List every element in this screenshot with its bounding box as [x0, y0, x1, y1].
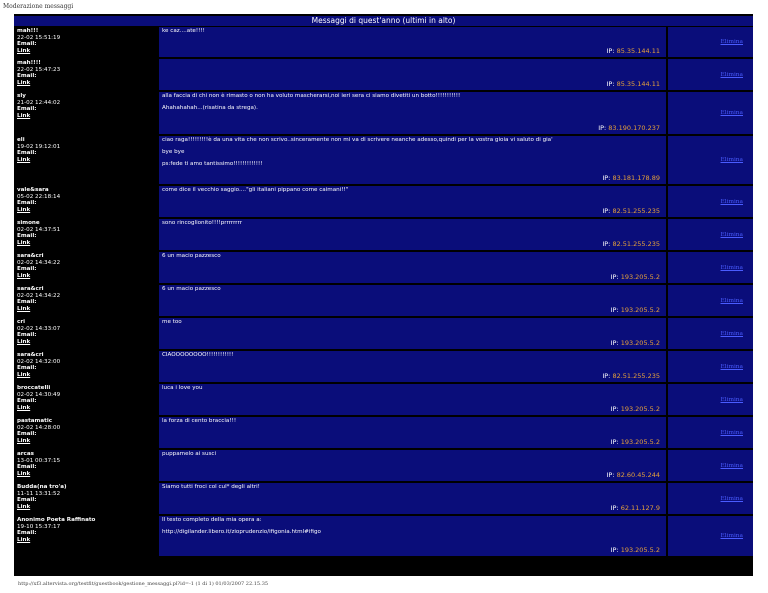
- message-row: [14, 384, 753, 415]
- ip-value: 193.205.5.2: [620, 546, 660, 554]
- action-cell: [668, 384, 753, 415]
- author-cell: [14, 351, 157, 382]
- action-cell: [668, 92, 753, 134]
- action-cell: [668, 186, 753, 217]
- author-cell: [14, 27, 157, 57]
- message-text: puppamelo ai susci: [162, 451, 217, 457]
- message-list: [14, 27, 753, 558]
- ip-address: [611, 340, 660, 347]
- author-link[interactable]: Link: [17, 206, 31, 213]
- message-row: [14, 27, 753, 57]
- delete-link[interactable]: Elimina: [720, 330, 743, 337]
- message-date: 02-02 14:28:00: [17, 424, 61, 431]
- ip-address: [611, 505, 660, 512]
- delete-link[interactable]: Elimina: [720, 39, 743, 45]
- author-name: sara&cri: [17, 253, 44, 259]
- message-text: me too: [162, 319, 182, 325]
- ip-value: 83.190.170.237: [608, 124, 660, 132]
- author-link[interactable]: Link: [17, 47, 31, 54]
- action-cell: [668, 450, 753, 481]
- message-cell: [159, 384, 666, 415]
- message-row: [14, 59, 753, 90]
- ip-address: [611, 307, 660, 314]
- message-text: Siamo tutti froci col cul* degli altri!: [162, 484, 260, 490]
- author-name: broccatelli: [17, 385, 51, 391]
- message-cell: [159, 92, 666, 134]
- author-cell: [14, 516, 157, 556]
- delete-link[interactable]: Elimina: [720, 297, 743, 304]
- author-name: mah!!!: [17, 28, 39, 34]
- message-text: Il testo completo della mia opera a:: [162, 517, 262, 523]
- delete-link[interactable]: Elimina: [720, 396, 743, 403]
- message-text: CIAOOOOOOOO!!!!!!!!!!!!: [162, 352, 234, 358]
- message-row: [14, 351, 753, 382]
- ip-address: [606, 48, 660, 55]
- ip-address: [611, 406, 660, 413]
- author-link[interactable]: Link: [17, 536, 31, 543]
- author-link[interactable]: Link: [17, 239, 31, 246]
- email-label: Email:: [17, 233, 37, 239]
- message-cell: [159, 450, 666, 481]
- message-row: [14, 285, 753, 316]
- ip-address: [602, 175, 660, 182]
- message-text: bye bye: [162, 149, 185, 155]
- author-link[interactable]: Link: [17, 112, 31, 119]
- author-cell: [14, 384, 157, 415]
- ip-address: [602, 241, 660, 248]
- author-name: sly: [17, 93, 26, 99]
- email-label: Email:: [17, 431, 37, 437]
- author-link[interactable]: Link: [17, 338, 31, 345]
- ip-value: 193.205.5.2: [620, 306, 660, 314]
- message-row: [14, 417, 753, 448]
- author-cell: [14, 252, 157, 283]
- delete-link[interactable]: Elimina: [720, 157, 743, 163]
- ip-address: [606, 472, 660, 479]
- message-cell: [159, 186, 666, 217]
- message-date: 02-02 14:37:51: [17, 226, 61, 233]
- author-cell: [14, 219, 157, 250]
- email-label: Email:: [17, 73, 37, 79]
- ip-value: 85.35.144.11: [616, 47, 660, 55]
- ip-value: 62.11.127.9: [620, 504, 660, 512]
- author-cell: [14, 92, 157, 134]
- ip-label: IP:: [602, 174, 611, 182]
- message-text: ke caz....ate!!!!: [162, 28, 205, 34]
- author-name: eli: [17, 137, 25, 143]
- message-cell: [159, 27, 666, 57]
- author-name: Budda(na tro'a): [17, 484, 67, 490]
- delete-link[interactable]: Elimina: [720, 198, 743, 205]
- author-link[interactable]: Link: [17, 371, 31, 378]
- messages-board: [14, 14, 753, 576]
- ip-label: IP:: [602, 240, 611, 248]
- email-label: Email:: [17, 150, 37, 156]
- page-title: Moderazione messaggi: [3, 3, 74, 10]
- ip-label: IP:: [610, 306, 619, 314]
- author-cell: [14, 450, 157, 481]
- message-text: come dice il vecchio saggio...."gli italiani pippano come caimani!!": [162, 187, 349, 193]
- email-label: Email:: [17, 332, 37, 338]
- author-cell: [14, 59, 157, 90]
- delete-link[interactable]: Elimina: [720, 533, 743, 539]
- ip-label: IP:: [610, 438, 619, 446]
- author-name: arcas: [17, 451, 34, 457]
- ip-label: IP:: [602, 207, 611, 215]
- ip-label: IP:: [610, 273, 619, 281]
- ip-label: IP:: [598, 124, 607, 132]
- ip-value: 193.205.5.2: [620, 339, 660, 347]
- action-cell: [668, 417, 753, 448]
- message-date: 21-02 12:44:02: [17, 99, 61, 106]
- message-row: [14, 450, 753, 481]
- delete-link[interactable]: Elimina: [720, 429, 743, 436]
- ip-value: 193.205.5.2: [620, 405, 660, 413]
- action-cell: [668, 219, 753, 250]
- ip-label: IP:: [606, 471, 615, 479]
- author-name: cri: [17, 319, 25, 325]
- author-link[interactable]: Link: [17, 156, 31, 163]
- ip-label: IP:: [606, 47, 615, 55]
- message-text: sono rincoglionito!!!!prrrrrrrr: [162, 220, 243, 226]
- message-date: 02-02 14:32:00: [17, 358, 61, 365]
- message-date: 05-02 22:18:14: [17, 193, 61, 200]
- message-text: la forza di cento braccia!!!: [162, 418, 237, 424]
- author-cell: [14, 136, 157, 184]
- message-text: alla faccia di chi non è rimasto o non ha voluto mascherarsi,noi ieri sera ci siamo divetiti un botto!!!!!!!!!!!: [162, 93, 461, 99]
- delete-link[interactable]: Elimina: [720, 462, 743, 469]
- board-header: Messaggi di quest'anno (ultimi in alto): [14, 16, 753, 26]
- action-cell: [668, 136, 753, 184]
- author-link[interactable]: Link: [17, 305, 31, 312]
- ip-value: 85.35.144.11: [616, 80, 660, 88]
- message-date: 19-02 19:12:01: [17, 143, 61, 150]
- message-text: ciao raga!!!!!!!!!è da una vita che non scrivo..sinceramente non mi va di scrivere neanche adesso,quindi per la vostra gioia vi saluto di gia': [162, 137, 553, 143]
- author-cell: [14, 483, 157, 514]
- author-name: sara&cri: [17, 352, 44, 358]
- delete-link[interactable]: Elimina: [720, 71, 743, 78]
- page-footer-url: http://xf3.altervista.org/testfit/guestbook/gestione_messaggi.pl?id=-1 (1 di 1) 01/03/2007 22.15.35: [18, 581, 269, 587]
- author-name: pastamatic: [17, 418, 53, 424]
- email-label: Email:: [17, 497, 37, 503]
- ip-address: [611, 274, 660, 281]
- email-label: Email:: [17, 464, 37, 470]
- email-label: Email:: [17, 41, 37, 47]
- action-cell: [668, 516, 753, 556]
- author-link[interactable]: Link: [17, 470, 31, 477]
- message-cell: [159, 483, 666, 514]
- ip-address: [602, 373, 660, 380]
- message-cell: [159, 417, 666, 448]
- author-link[interactable]: Link: [17, 404, 31, 411]
- message-date: 02-02 14:30:49: [17, 391, 61, 398]
- ip-label: IP:: [602, 372, 611, 380]
- email-label: Email:: [17, 530, 37, 536]
- author-link[interactable]: Link: [17, 272, 31, 279]
- action-cell: [668, 59, 753, 90]
- action-cell: [668, 27, 753, 57]
- message-row: [14, 252, 753, 283]
- author-link[interactable]: Link: [17, 437, 31, 444]
- ip-value: 193.205.5.2: [620, 273, 660, 281]
- author-name: Anonimo Poeta Raffinato: [17, 517, 96, 523]
- message-row: [14, 219, 753, 250]
- author-link[interactable]: Link: [17, 503, 31, 510]
- message-row: [14, 516, 753, 556]
- ip-value: 193.205.5.2: [620, 438, 660, 446]
- ip-label: IP:: [610, 339, 619, 347]
- message-date: 02-02 14:34:22: [17, 259, 61, 266]
- action-cell: [668, 351, 753, 382]
- message-cell: [159, 285, 666, 316]
- message-date: 11-11 13:31:52: [17, 490, 61, 497]
- ip-address: [598, 125, 660, 132]
- ip-value: 82.60.45.244: [616, 471, 660, 479]
- delete-link[interactable]: Elimina: [720, 110, 743, 116]
- ip-label: IP:: [610, 405, 619, 413]
- message-row: [14, 186, 753, 217]
- action-cell: [668, 483, 753, 514]
- author-name: vale&sara: [17, 187, 49, 193]
- author-cell: [14, 285, 157, 316]
- author-cell: [14, 417, 157, 448]
- ip-address: [611, 439, 660, 446]
- ip-value: 82.51.255.235: [612, 240, 660, 248]
- message-date: 22-02 15:51:19: [17, 34, 61, 41]
- author-name: simone: [17, 220, 40, 226]
- message-row: [14, 136, 753, 184]
- delete-link[interactable]: Elimina: [720, 231, 743, 238]
- action-cell: [668, 318, 753, 349]
- message-date: 02-02 14:33:07: [17, 325, 61, 332]
- ip-address: [602, 208, 660, 215]
- email-label: Email:: [17, 266, 37, 272]
- message-date: 22-02 15:47:23: [17, 66, 61, 73]
- message-date: 19-10 15:37:17: [17, 523, 61, 530]
- delete-link[interactable]: Elimina: [720, 363, 743, 370]
- delete-link[interactable]: Elimina: [720, 264, 743, 271]
- message-cell: [159, 59, 666, 90]
- email-label: Email:: [17, 200, 37, 206]
- ip-value: 82.51.255.235: [612, 207, 660, 215]
- email-label: Email:: [17, 365, 37, 371]
- message-cell: [159, 318, 666, 349]
- message-cell: [159, 219, 666, 250]
- email-label: Email:: [17, 299, 37, 305]
- author-name: sara&cri: [17, 286, 44, 292]
- action-cell: [668, 252, 753, 283]
- message-row: [14, 92, 753, 134]
- ip-value: 82.51.255.235: [612, 372, 660, 380]
- delete-link[interactable]: Elimina: [720, 495, 743, 502]
- message-text: luca i love you: [162, 385, 203, 391]
- ip-label: IP:: [610, 546, 619, 554]
- message-row: [14, 318, 753, 349]
- message-text: ps:fede ti amo tantissimo!!!!!!!!!!!!!: [162, 161, 263, 167]
- author-name: mah!!!!: [17, 60, 41, 66]
- message-date: 02-02 14:34:22: [17, 292, 61, 299]
- ip-label: IP:: [606, 80, 615, 88]
- message-date: 13-01 00:37:15: [17, 457, 61, 464]
- author-cell: [14, 186, 157, 217]
- ip-address: [606, 81, 660, 88]
- email-label: Email:: [17, 398, 37, 404]
- message-cell: [159, 516, 666, 556]
- message-cell: [159, 252, 666, 283]
- ip-address: [611, 547, 660, 554]
- message-text: 6 un macio pazzesco: [162, 286, 221, 292]
- message-text: 6 un macio pazzesco: [162, 253, 221, 259]
- message-row: [14, 483, 753, 514]
- author-link[interactable]: Link: [17, 79, 31, 86]
- email-label: Email:: [17, 106, 37, 112]
- ip-label: IP:: [610, 504, 619, 512]
- message-cell: [159, 351, 666, 382]
- message-cell: [159, 136, 666, 184]
- ip-value: 83.181.178.89: [612, 174, 660, 182]
- author-cell: [14, 318, 157, 349]
- message-text: Ahahahahah...(risatina da strega).: [162, 105, 258, 111]
- message-text: http://digilander.libero.it/zioprudenzio/ifigonia.html#ifigo: [162, 529, 321, 535]
- action-cell: [668, 285, 753, 316]
